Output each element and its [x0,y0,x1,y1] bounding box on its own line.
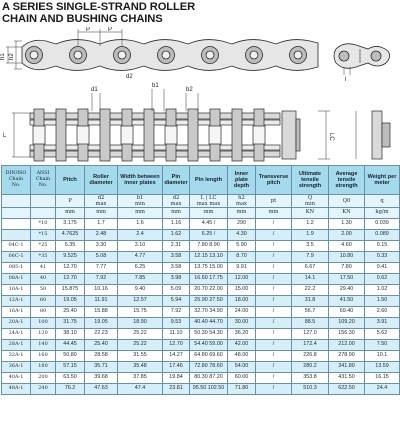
sym-roller: d2 max [85,195,118,208]
h1-label: h1 [0,53,6,60]
table-cell: 3.5 [292,241,329,252]
header-pin-length: Pin length [190,166,228,195]
table-cell: 1.50 [365,296,400,307]
unit-1 [31,208,56,219]
table-cell: 3.91 [365,318,400,329]
table-cell: 1.6 [118,219,163,230]
table-cell: 47.4 [118,384,163,395]
table-cell: / [256,340,292,351]
header-width-inner-plates: Width between inner plates [118,166,163,195]
table-cell: 50.80 [56,351,85,362]
table-cell: 16A-1 [2,307,31,318]
symbol-row [2,195,400,208]
table-cell: 42.00 [228,340,256,351]
table-cell: 24.4 [365,384,400,395]
header-ultimate-tensile: Ultimate tensile strength [292,166,329,195]
connecting-link [372,111,390,159]
table-cell: 156.30 [329,329,365,340]
table-cell: 32A-1 [2,351,31,362]
table-cell: 4.7625 [56,230,85,241]
unit-ultimate: KN [292,208,329,219]
table-cell: 36A-1 [2,362,31,373]
table-cell: 109.20 [329,318,365,329]
cell-pin-length: 95.50 102.50 [190,384,228,395]
unit-plate-depth: mm [228,208,256,219]
table-cell: 18.00 [228,296,256,307]
cell-pin-length: 80.30 87.20 [190,373,228,384]
table-cell: 22.23 [85,329,118,340]
title-line-1: A SERIES SINGLE-STRAND ROLLER [2,1,196,13]
table-cell: 7.80 [329,263,365,274]
table-row [2,241,400,252]
table-cell: 1.62 [163,230,190,241]
table-cell: 35.48 [118,362,163,373]
table-cell: 9.53 [163,318,190,329]
table-cell: 38.10 [56,329,85,340]
data-rows [2,219,400,395]
Lc-label: LC [328,133,334,141]
table-row [2,263,400,274]
table-cell: 31.75 [56,318,85,329]
header-ansi: ANSI Chain No. [31,166,56,195]
table-cell: 180 [31,362,56,373]
sym-weight: q [365,195,400,208]
table-cell: 88.5 [292,318,329,329]
table-cell: 100 [31,318,56,329]
table-cell: 5.90 [228,241,256,252]
table-cell: 9.40 [118,285,163,296]
table-cell: 20A-1 [2,318,31,329]
table-cell: 28.58 [85,351,118,362]
unit-average: KN [329,208,365,219]
table-row [2,351,400,362]
table-row [2,219,400,230]
header-pin-diameter: Pin diameter [163,166,190,195]
table-cell: 30.00 [228,318,256,329]
table-cell: 127.0 [292,329,329,340]
table-cell: 280.2 [292,362,329,373]
table-cell: / [256,230,292,241]
sym-width: b1 min [118,195,163,208]
table-cell: 120 [31,329,56,340]
table-cell: 76.2 [56,384,85,395]
table-cell: 54.00 [228,362,256,373]
header-roller-diameter: Roller diameter [85,166,118,195]
cell-pin-length: 40.40 44.70 [190,318,228,329]
table-cell: 31.8 [292,296,329,307]
table-cell: *10 [31,219,56,230]
sym-ultimate: Q min [292,195,329,208]
table-cell: 10A-1 [2,285,31,296]
unit-row [2,208,400,219]
cell-pin-length: 25.90 27.50 [190,296,228,307]
table-cell: 160 [31,351,56,362]
cell-pin-length: 50.30 54.30 [190,329,228,340]
table-cell: 12.57 [118,296,163,307]
table-cell: 23.81 [163,384,190,395]
unit-transverse: mm [256,208,292,219]
table-cell: 36.20 [228,329,256,340]
page-title [2,1,195,25]
table-cell: 15.75 [118,307,163,318]
d2-label: d2 [126,74,133,80]
table-cell: 44.45 [56,340,85,351]
table-cell: 3.58 [163,263,190,274]
table-cell: 04C-1 [2,241,31,252]
header-transverse-pitch: Transverse pitch [256,166,292,195]
unit-roller: mm [85,208,118,219]
table-cell: 19.05 [85,318,118,329]
table-cell: 0.41 [365,263,400,274]
table-row [2,384,400,395]
table-cell: 4.30 [228,230,256,241]
sym-transverse: pt [256,195,292,208]
table-cell: 56.7 [292,307,329,318]
unit-width: mm [118,208,163,219]
table-cell: 11.91 [85,296,118,307]
table-cell: 25.40 [56,307,85,318]
table-cell: / [256,219,292,230]
table-cell: / [256,318,292,329]
table-cell [2,219,31,230]
table-cell: 13.59 [365,362,400,373]
table-cell: / [256,373,292,384]
table-cell: 3.10 [118,241,163,252]
table-cell: 63.50 [56,373,85,384]
table-cell: 18.90 [118,318,163,329]
table-cell: 15.88 [85,307,118,318]
table-cell: / [256,296,292,307]
table-cell: 71.80 [228,384,256,395]
table-cell: 1.16 [163,219,190,230]
table-cell: 3.58 [163,252,190,263]
table-cell: *25 [31,241,56,252]
table-cell: 8.70 [228,252,256,263]
table-row [2,340,400,351]
table-cell: 4.60 [329,241,365,252]
table-row [2,230,400,241]
table-cell: 12.70 [163,340,190,351]
table-cell: 40A-1 [2,373,31,384]
cell-pin-length: 7.80 8.90 [190,241,228,252]
table-cell: 60 [31,296,56,307]
chain-side-view [22,40,318,71]
table-cell: 17.46 [163,362,190,373]
h2-label: h2 [9,53,15,60]
chain-top-view [30,109,300,161]
table-cell: / [256,263,292,274]
b2-label: b2 [186,87,193,93]
table-cell: 06C-1 [2,252,31,263]
cell-pin-length: 72.80 78.60 [190,362,228,373]
table-cell: 39.68 [85,373,118,384]
cell-pin-length: 64.80 69.60 [190,351,228,362]
d1-label: d1 [91,87,98,93]
table-cell: 1.30 [329,219,365,230]
table-cell: 622.50 [329,384,365,395]
header-din-iso: DIN/ISO Chain No. [2,166,31,195]
table-cell: 40 [31,274,56,285]
table-cell: 172.4 [292,340,329,351]
cell-pin-length: 13.75 15.00 [190,263,228,274]
cell-pin-length: 20.70 22.00 [190,285,228,296]
table-row [2,252,400,263]
table-row [2,274,400,285]
table-cell: 085-1 [2,263,31,274]
cell-pin-length: 12.15 13.10 [190,252,228,263]
table-cell: / [256,307,292,318]
table-cell: 24A-1 [2,329,31,340]
table-cell: 12.00 [228,274,256,285]
cell-pin-length: 16.60 17.75 [190,274,228,285]
table-row [2,307,400,318]
table-cell: *35 [31,252,56,263]
table-cell: 57.15 [56,362,85,373]
table-cell: 19.84 [163,373,190,384]
table-cell: 31.55 [118,351,163,362]
sym-1 [31,195,56,208]
unit-0 [2,208,31,219]
table-cell: 5.08 [85,252,118,263]
table-cell: 12.70 [56,263,85,274]
table-cell: 37.85 [118,373,163,384]
table-cell: 353.8 [292,373,329,384]
table-cell: 10.16 [85,285,118,296]
table-cell: 2.60 [365,307,400,318]
sym-0 [2,195,31,208]
table-cell: 4.77 [118,252,163,263]
table-cell: 15.00 [228,285,256,296]
table-cell: 80 [31,307,56,318]
table-cell: 2.48 [85,230,118,241]
table-cell: 19.05 [56,296,85,307]
table-cell: 0.15 [365,241,400,252]
chain-spec-table [1,165,400,395]
table-cell: 5.09 [163,285,190,296]
table-cell: 14.27 [163,351,190,362]
table-cell: 1.9 [292,230,329,241]
table-cell: 41.50 [329,296,365,307]
table-cell: 47.63 [85,384,118,395]
header-pitch: Pitch [56,166,85,195]
table-cell: 35.71 [85,362,118,373]
table-cell: 7.85 [118,274,163,285]
table-cell: 29.40 [329,285,365,296]
table-cell: 3.30 [85,241,118,252]
sym-pin-length: L | LC max max [190,195,228,208]
table-cell: 08A-1 [2,274,31,285]
table-cell: 17.50 [329,274,365,285]
table-cell: 25.22 [118,340,163,351]
table-cell: / [256,329,292,340]
table-cell: 240 [31,384,56,395]
table-cell: / [256,384,292,395]
table-cell: 24.00 [228,307,256,318]
sym-average: Q0 [329,195,365,208]
table-cell: 0.039 [365,219,400,230]
chain-end-view [334,44,390,69]
chain-technical-drawing [0,27,400,163]
b1-label: b1 [152,83,159,89]
table-row [2,285,400,296]
table-cell: 6.25 [118,263,163,274]
table-cell: 7.92 [85,274,118,285]
header-row [2,166,400,195]
table-cell: 3.175 [56,219,85,230]
table-cell: 200 [31,373,56,384]
table-cell: 6.67 [292,263,329,274]
table-cell: 48.00 [228,351,256,362]
table-cell: 290 [228,219,256,230]
table-cell: 3.98 [163,274,190,285]
table-cell: 1.2 [292,219,329,230]
table-cell: 7.92 [163,307,190,318]
table-cell: 510.3 [292,384,329,395]
table-cell: 15.875 [56,285,85,296]
table-cell: 0.089 [365,230,400,241]
table-cell: 12.70 [56,274,85,285]
table-cell: 41 [31,263,56,274]
header-weight-per-meter: Weight per meter [365,166,400,195]
table-cell: 48A-1 [2,384,31,395]
table-cell: / [256,241,292,252]
table-cell: 5.94 [163,296,190,307]
table-cell: 69.40 [329,307,365,318]
table-row [2,318,400,329]
table-cell: / [256,351,292,362]
unit-pitch: mm [56,208,85,219]
table-cell: 0.62 [365,274,400,285]
table-cell: 50 [31,285,56,296]
table-row [2,362,400,373]
unit-pin-dia: mm [163,208,190,219]
table-cell: 22.2 [292,285,329,296]
table-cell: 5.62 [365,329,400,340]
table-row [2,373,400,384]
table-cell: 140 [31,340,56,351]
table-cell: 1.7 [85,219,118,230]
header-inner-plate-depth: Inner plate depth [228,166,256,195]
table-cell: / [256,285,292,296]
table-cell: 2.00 [329,230,365,241]
table-cell: 0.33 [365,252,400,263]
header-average-tensile: Average tensile strength [329,166,365,195]
table-row [2,296,400,307]
table-cell: 1.02 [365,285,400,296]
table-cell: 9.525 [56,252,85,263]
table-row [2,329,400,340]
unit-weight: kg/m [365,208,400,219]
table-cell: 10.80 [329,252,365,263]
table-cell: 226.8 [292,351,329,362]
table-cell: 7.77 [85,263,118,274]
cell-pin-length: 6.25 / [190,230,228,241]
table-cell: 11.10 [163,329,190,340]
L-label: L [3,133,7,139]
sym-pin-dia: d2 max [163,195,190,208]
table-cell: 6.35 [56,241,85,252]
table-cell: 7.50 [365,340,400,351]
table-cell: / [256,362,292,373]
l-label: l [345,77,347,83]
table-cell: 278.90 [329,351,365,362]
table-cell: / [256,252,292,263]
table-cell: 212.00 [329,340,365,351]
unit-pin-length: mm [190,208,228,219]
pitch-label-right: P [108,27,113,33]
table-cell: 14.1 [292,274,329,285]
table-cell: 25.22 [118,329,163,340]
table-cell: 28A-1 [2,340,31,351]
table-cell: / [256,274,292,285]
table-cell: 25.40 [85,340,118,351]
table-cell: 16.15 [365,373,400,384]
cell-pin-length: 54.40 59.00 [190,340,228,351]
cell-pin-length: 4.45 / [190,219,228,230]
table-cell: *15 [31,230,56,241]
table-cell: 431.50 [329,373,365,384]
pitch-label-left: P [86,27,91,33]
table-cell: 10.1 [365,351,400,362]
table-cell: 2.4 [118,230,163,241]
sym-plate-depth: h2 max [228,195,256,208]
table-cell: 7.9 [292,252,329,263]
table-cell: 2.31 [163,241,190,252]
cell-pin-length: 32.70 34.90 [190,307,228,318]
title-line-2: CHAIN AND BUSHING CHAINS [2,13,163,25]
table-cell: 12A-1 [2,296,31,307]
sym-pitch: P [56,195,85,208]
table-cell: 9.91 [228,263,256,274]
table-cell: 341.80 [329,362,365,373]
table-cell: 60.00 [228,373,256,384]
table-cell [2,230,31,241]
